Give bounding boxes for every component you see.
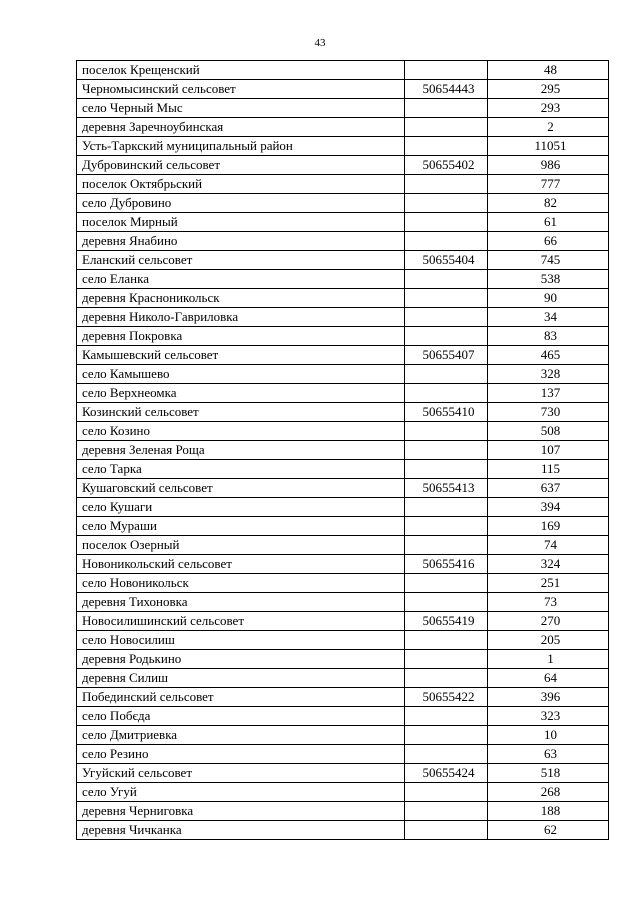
settlement-name-cell: деревня Черниговка	[77, 802, 405, 821]
oktmo-code-cell: 50655413	[405, 479, 488, 498]
oktmo-code-cell	[405, 327, 488, 346]
table-row	[77, 707, 609, 726]
settlement-name-cell: Угуйский сельсовет	[77, 764, 405, 783]
table-row	[77, 403, 609, 422]
settlement-name-cell: Черномысинский сельсовет	[77, 80, 405, 99]
population-cell: 73	[488, 593, 609, 612]
oktmo-code-cell: 50655404	[405, 251, 488, 270]
oktmo-code-cell	[405, 289, 488, 308]
population-cell: 90	[488, 289, 609, 308]
population-cell: 394	[488, 498, 609, 517]
table-row	[77, 479, 609, 498]
population-cell: 62	[488, 821, 609, 840]
settlement-name-cell: село Резино	[77, 745, 405, 764]
table-row	[77, 517, 609, 536]
table-body	[77, 61, 609, 840]
population-cell: 538	[488, 270, 609, 289]
table-row	[77, 99, 609, 118]
table-row	[77, 308, 609, 327]
settlement-name-cell: село Мураши	[77, 517, 405, 536]
population-cell: 82	[488, 194, 609, 213]
population-cell: 205	[488, 631, 609, 650]
settlement-name-cell: село Побєда	[77, 707, 405, 726]
population-cell: 268	[488, 783, 609, 802]
population-cell: 11051	[488, 137, 609, 156]
settlement-name-cell: село Еланка	[77, 270, 405, 289]
table-row	[77, 365, 609, 384]
population-cell: 508	[488, 422, 609, 441]
settlement-name-cell: село Верхнеомка	[77, 384, 405, 403]
oktmo-code-cell	[405, 726, 488, 745]
table-row	[77, 156, 609, 175]
population-cell: 74	[488, 536, 609, 555]
oktmo-code-cell	[405, 498, 488, 517]
settlement-name-cell: село Новосилиш	[77, 631, 405, 650]
population-cell: 64	[488, 669, 609, 688]
settlements-table	[76, 60, 609, 840]
oktmo-code-cell	[405, 460, 488, 479]
table-row	[77, 61, 609, 80]
table-row	[77, 232, 609, 251]
oktmo-code-cell	[405, 232, 488, 251]
page-number: 43	[314, 37, 326, 49]
settlement-name-cell: село Камышево	[77, 365, 405, 384]
settlement-name-cell: Побединский сельсовет	[77, 688, 405, 707]
table-row	[77, 650, 609, 669]
settlement-name-cell: село Дубровино	[77, 194, 405, 213]
settlement-name-cell: село Новоникольск	[77, 574, 405, 593]
table-row	[77, 384, 609, 403]
table-row	[77, 422, 609, 441]
table-row	[77, 783, 609, 802]
population-cell: 465	[488, 346, 609, 365]
oktmo-code-cell	[405, 213, 488, 232]
population-cell: 63	[488, 745, 609, 764]
settlement-name-cell: деревня Тихоновка	[77, 593, 405, 612]
oktmo-code-cell: 50655422	[405, 688, 488, 707]
oktmo-code-cell	[405, 631, 488, 650]
oktmo-code-cell: 50655419	[405, 612, 488, 631]
table-row	[77, 536, 609, 555]
settlement-name-cell: деревня Зеленая Роща	[77, 441, 405, 460]
oktmo-code-cell	[405, 137, 488, 156]
table-row	[77, 175, 609, 194]
population-cell: 324	[488, 555, 609, 574]
oktmo-code-cell	[405, 574, 488, 593]
oktmo-code-cell: 50655416	[405, 555, 488, 574]
population-cell: 396	[488, 688, 609, 707]
oktmo-code-cell	[405, 783, 488, 802]
table-row	[77, 80, 609, 99]
table-row	[77, 669, 609, 688]
oktmo-code-cell	[405, 61, 488, 80]
settlement-name-cell: деревня Николо-Гавриловка	[77, 308, 405, 327]
oktmo-code-cell	[405, 821, 488, 840]
oktmo-code-cell	[405, 118, 488, 137]
table-row	[77, 327, 609, 346]
settlement-name-cell: Еланский сельсовет	[77, 251, 405, 270]
table-row	[77, 726, 609, 745]
oktmo-code-cell	[405, 707, 488, 726]
table-row	[77, 194, 609, 213]
settlement-name-cell: Усть-Таркский муниципальный район	[77, 137, 405, 156]
settlement-name-cell: деревня Родькино	[77, 650, 405, 669]
settlement-name-cell: деревня Янабино	[77, 232, 405, 251]
population-cell: 328	[488, 365, 609, 384]
oktmo-code-cell	[405, 422, 488, 441]
oktmo-code-cell	[405, 745, 488, 764]
population-cell: 323	[488, 707, 609, 726]
table-row	[77, 555, 609, 574]
population-cell: 1	[488, 650, 609, 669]
population-cell: 48	[488, 61, 609, 80]
settlement-name-cell: село Черный Мыс	[77, 99, 405, 118]
population-cell: 188	[488, 802, 609, 821]
oktmo-code-cell	[405, 99, 488, 118]
oktmo-code-cell	[405, 536, 488, 555]
population-cell: 777	[488, 175, 609, 194]
settlement-name-cell: село Тарка	[77, 460, 405, 479]
settlement-name-cell: деревня Заречноубинская	[77, 118, 405, 137]
settlement-name-cell: деревня Красноникольск	[77, 289, 405, 308]
oktmo-code-cell	[405, 802, 488, 821]
settlement-name-cell: Козинский сельсовет	[77, 403, 405, 422]
table-row	[77, 802, 609, 821]
oktmo-code-cell: 50655407	[405, 346, 488, 365]
settlement-name-cell: село Козино	[77, 422, 405, 441]
settlement-name-cell: поселок Крещенский	[77, 61, 405, 80]
population-cell: 295	[488, 80, 609, 99]
settlement-name-cell: Кушаговский сельсовет	[77, 479, 405, 498]
oktmo-code-cell	[405, 384, 488, 403]
population-cell: 83	[488, 327, 609, 346]
table-row	[77, 574, 609, 593]
settlement-name-cell: деревня Силиш	[77, 669, 405, 688]
table-row	[77, 612, 609, 631]
population-cell: 293	[488, 99, 609, 118]
table-row	[77, 251, 609, 270]
population-cell: 730	[488, 403, 609, 422]
settlement-name-cell: поселок Мирный	[77, 213, 405, 232]
settlement-name-cell: Новоникольский сельсовет	[77, 555, 405, 574]
population-cell: 2	[488, 118, 609, 137]
table-row	[77, 270, 609, 289]
population-cell: 34	[488, 308, 609, 327]
oktmo-code-cell: 50654443	[405, 80, 488, 99]
table-row	[77, 764, 609, 783]
table-row	[77, 631, 609, 650]
oktmo-code-cell	[405, 441, 488, 460]
oktmo-code-cell: 50655410	[405, 403, 488, 422]
oktmo-code-cell	[405, 175, 488, 194]
population-cell: 169	[488, 517, 609, 536]
table-row	[77, 441, 609, 460]
oktmo-code-cell	[405, 365, 488, 384]
settlement-name-cell: деревня Чичканка	[77, 821, 405, 840]
population-cell: 518	[488, 764, 609, 783]
oktmo-code-cell	[405, 593, 488, 612]
population-cell: 61	[488, 213, 609, 232]
population-cell: 10	[488, 726, 609, 745]
oktmo-code-cell	[405, 517, 488, 536]
oktmo-code-cell: 50655424	[405, 764, 488, 783]
table-row	[77, 289, 609, 308]
population-cell: 66	[488, 232, 609, 251]
oktmo-code-cell	[405, 669, 488, 688]
oktmo-code-cell: 50655402	[405, 156, 488, 175]
settlement-name-cell: село Кушаги	[77, 498, 405, 517]
settlement-name-cell: Камышевский сельсовет	[77, 346, 405, 365]
settlement-name-cell: Дубровинский сельсовет	[77, 156, 405, 175]
settlement-name-cell: поселок Октябрьский	[77, 175, 405, 194]
oktmo-code-cell	[405, 194, 488, 213]
table-row	[77, 346, 609, 365]
table-row	[77, 213, 609, 232]
settlement-name-cell: деревня Покровка	[77, 327, 405, 346]
settlement-name-cell: поселок Озерный	[77, 536, 405, 555]
population-cell: 637	[488, 479, 609, 498]
population-cell: 745	[488, 251, 609, 270]
table-row	[77, 821, 609, 840]
table-row	[77, 498, 609, 517]
oktmo-code-cell	[405, 308, 488, 327]
population-cell: 251	[488, 574, 609, 593]
population-cell: 270	[488, 612, 609, 631]
population-cell: 107	[488, 441, 609, 460]
settlement-name-cell: Новосилишинский сельсовет	[77, 612, 405, 631]
table-row	[77, 460, 609, 479]
table-row	[77, 118, 609, 137]
oktmo-code-cell	[405, 270, 488, 289]
oktmo-code-cell	[405, 650, 488, 669]
table-row	[77, 745, 609, 764]
table-row	[77, 137, 609, 156]
table-row	[77, 688, 609, 707]
settlement-name-cell: село Угуй	[77, 783, 405, 802]
population-cell: 986	[488, 156, 609, 175]
population-cell: 137	[488, 384, 609, 403]
settlement-name-cell: село Дмитриевка	[77, 726, 405, 745]
table-row	[77, 593, 609, 612]
population-cell: 115	[488, 460, 609, 479]
